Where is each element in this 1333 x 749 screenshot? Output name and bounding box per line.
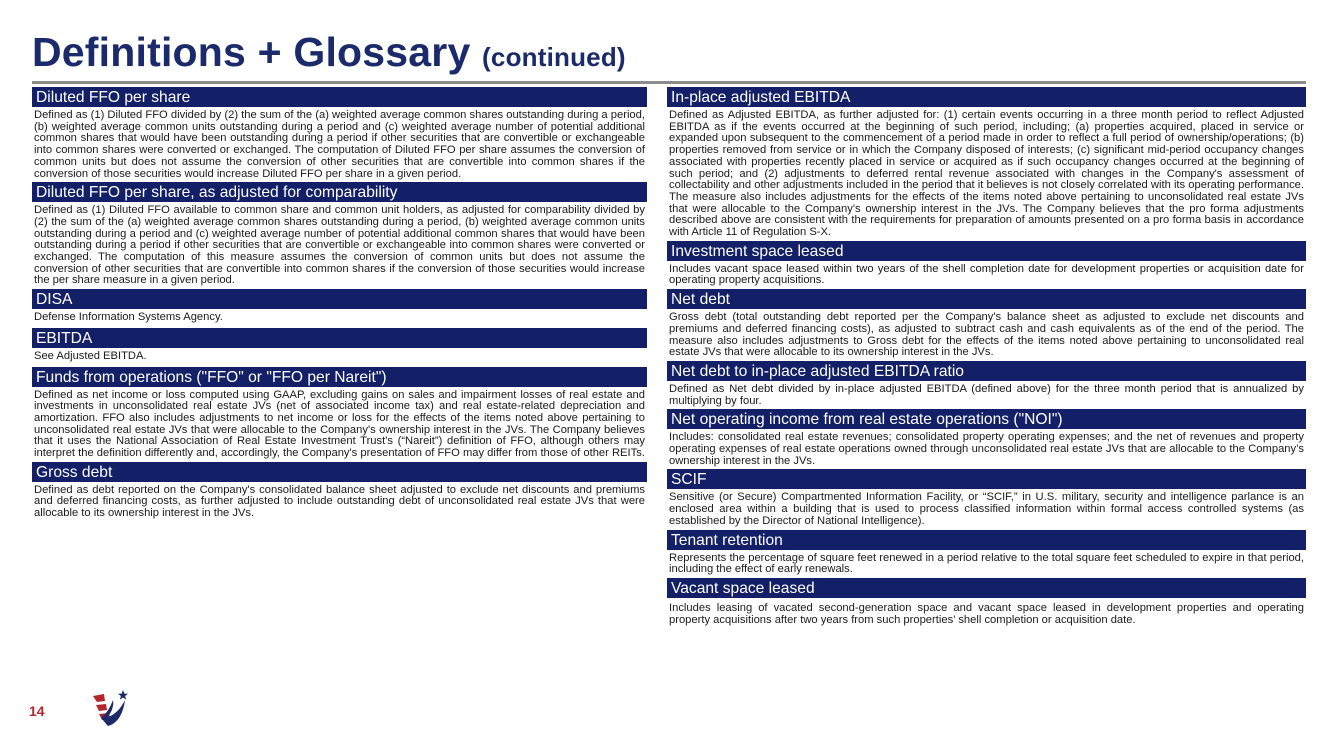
term-definition: Gross debt (total outstanding debt reported per the Company's balance sheet as adjusted to exclude net discounts and premiums and deferred financing costs), as adjusted to subtract cash and cash equivalents as of the end of the period. The measure also includes adjustments to Gross debt for the effects of the items noted above pertaining to unconsolidated real estate JVs that were allocable to its ownership interest in the JVs. [669, 311, 1304, 359]
term-definition: Sensitive (or Secure) Compartmented Information Facility, or “SCIF,” in U.S. military, security and intelligence parlance is an enclosed area within a building that is used to process classified information within formal access controlled systems (as established by the Director of National Intelligence). [669, 491, 1304, 527]
term-definition: Defined as (1) Diluted FFO divided by (2) the sum of the (a) weighted average common shares outstanding during a period, (b) weighted average common units outstanding during a period and (c) weighted average number of potential additional common shares that would have been outstanding during a period if other securities that are convertible or exchangeable into common shares were converted or exchanged. The computation of Diluted FFO per share assumes the conversion of common units but does not assume the conversion of other securities that are convertible into common shares if the conversion of those securities would increase Diluted FFO per share in a given period. [34, 109, 645, 180]
term-definition: Represents the percentage of square feet renewed in a period relative to the total square feet scheduled to expire in that period, including the effect of early renewals. [669, 551, 1304, 576]
term-definition: Includes vacant space leased within two years of the shell completion date for development properties or acquisition date for operating property acquisitions. [669, 262, 1304, 287]
term-heading: Diluted FFO per share, as adjusted for comparability [32, 182, 647, 202]
term-heading: Net operating income from real estate operations ("NOI") [667, 409, 1306, 429]
glossary-entry [667, 241, 1306, 289]
term-heading: Funds from operations ("FFO" or "FFO per Nareit") [32, 367, 647, 387]
page-number: 14 [29, 703, 45, 719]
term-heading: In-place adjusted EBITDA [667, 87, 1306, 107]
term-heading: SCIF [667, 469, 1306, 489]
glossary-entry [667, 530, 1306, 578]
term-definition: Defined as debt reported on the Company's consolidated balance sheet adjusted to exclude net discounts and premiums and deferred financing costs, as further adjusted to include outstanding debt of unconsolidated real estate JVs that were allocable to its ownership interest in the JVs. [34, 483, 645, 520]
right-column [667, 87, 1306, 628]
term-heading: Net debt to in-place adjusted EBITDA ratio [667, 361, 1306, 381]
title-divider [32, 81, 1306, 84]
title-continued: (continued) [482, 42, 626, 72]
term-heading: DISA [32, 289, 647, 309]
title-main: Definitions + Glossary [32, 29, 471, 75]
glossary-entry [667, 469, 1306, 529]
left-column [32, 87, 647, 522]
glossary-entry [32, 289, 647, 328]
term-heading: Diluted FFO per share [32, 87, 647, 107]
term-definition: Includes leasing of vacated second-generation space and vacant space leased in development properties and operating property acquisitions after two years from such properties’ shell completion or acquisition date. [669, 601, 1304, 626]
term-definition: Defined as net income or loss computed using GAAP, excluding gains on sales and impairment losses of real estate and investments in unconsolidated real estate JVs (net of associated income tax) and real estate-related depreciation and amortization. FFO also includes adjustments to net income or loss for the effects of the items noted above pertaining to unconsolidated real estate JVs that were allocable to the Company's ownership interest in the JVs. The Company believes that it uses the National Association of Real Estate Investment Trust's (“Nareit”) definition of FFO, although others may interpret the definition differently and, accordingly, the Company's presentation of FFO may differ from those of other REITs. [34, 388, 645, 460]
glossary-entry [667, 409, 1306, 469]
glossary-entry [667, 289, 1306, 361]
term-heading: Investment space leased [667, 241, 1306, 261]
company-logo-icon [90, 688, 132, 730]
term-definition: See Adjusted EBITDA. [34, 349, 147, 362]
term-heading: Net debt [667, 289, 1306, 309]
glossary-entry [32, 87, 647, 182]
term-definition: Defense Information Systems Agency. [34, 311, 223, 324]
term-definition: Defined as Net debt divided by in-place adjusted EBITDA (defined above) for the three month period that is annualized by multiplying by four. [669, 382, 1304, 407]
term-definition: Defined as (1) Diluted FFO available to common share and common unit holders, as adjusted for comparability divided by (2) the sum of the (a) weighted average common shares outstanding during a period, (b) weighted average common units outstanding during a period and (c) weighted average number of potential additional common shares that would have been outstanding during a period if other securities that are convertible or exchangeable into common shares were converted or exchanged. The computation of this measure assumes the conversion of common units but does not assume the conversion of other securities that are convertible into common shares if the conversion of those securities would increase the per share measure in a given period. [34, 204, 645, 287]
term-definition: Includes: consolidated real estate revenues; consolidated property operating expenses; and the net of revenues and property operating expenses of real estate operations owned through unconsolidated real estate JVs that are allocable to the Company’s ownership interest in the JVs. [669, 431, 1304, 467]
term-heading: Gross debt [32, 462, 647, 482]
glossary-entry [32, 328, 647, 367]
page-title [32, 26, 626, 83]
term-definition: Defined as Adjusted EBITDA, as further adjusted for: (1) certain events occurring in a three month period to reflect Adjusted EBITDA as if the events occurred at the beginning of such period, including; (a) properties acquired, placed in service or expanded upon subsequent to the commencement of a period made in order to reflect a full period of ownership/operations; (b) properties removed from service or in which the Company disposed of interests; (c) significant mid-period occupancy changes associated with properties recently placed in service or acquired as if such occupancy changes occurred at the beginning of such period; and (2) adjustments to deferred rental revenue associated with changes in the Company's assessment of collectability and other adjustments included in the period that it believes is not closely correlated with its operating performance. The measure also includes adjustments for the effects of the items noted above pertaining to unconsolidated real estate JVs that were allocable to the Company's ownership interest in the JVs. The Company believes that the pro forma adjustments described above are consistent with the requirements for preparation of amounts presented on a pro forma basis in accordance with Article 11 of Regulation S-X. [669, 109, 1304, 239]
glossary-entry [32, 462, 647, 522]
glossary-entry [667, 361, 1306, 409]
glossary-entry [32, 367, 647, 462]
glossary-entry [32, 182, 647, 289]
term-heading: EBITDA [32, 328, 647, 348]
term-heading: Vacant space leased [667, 578, 1306, 598]
term-heading: Tenant retention [667, 530, 1306, 550]
glossary-entry [667, 578, 1306, 628]
glossary-entry [667, 87, 1306, 241]
